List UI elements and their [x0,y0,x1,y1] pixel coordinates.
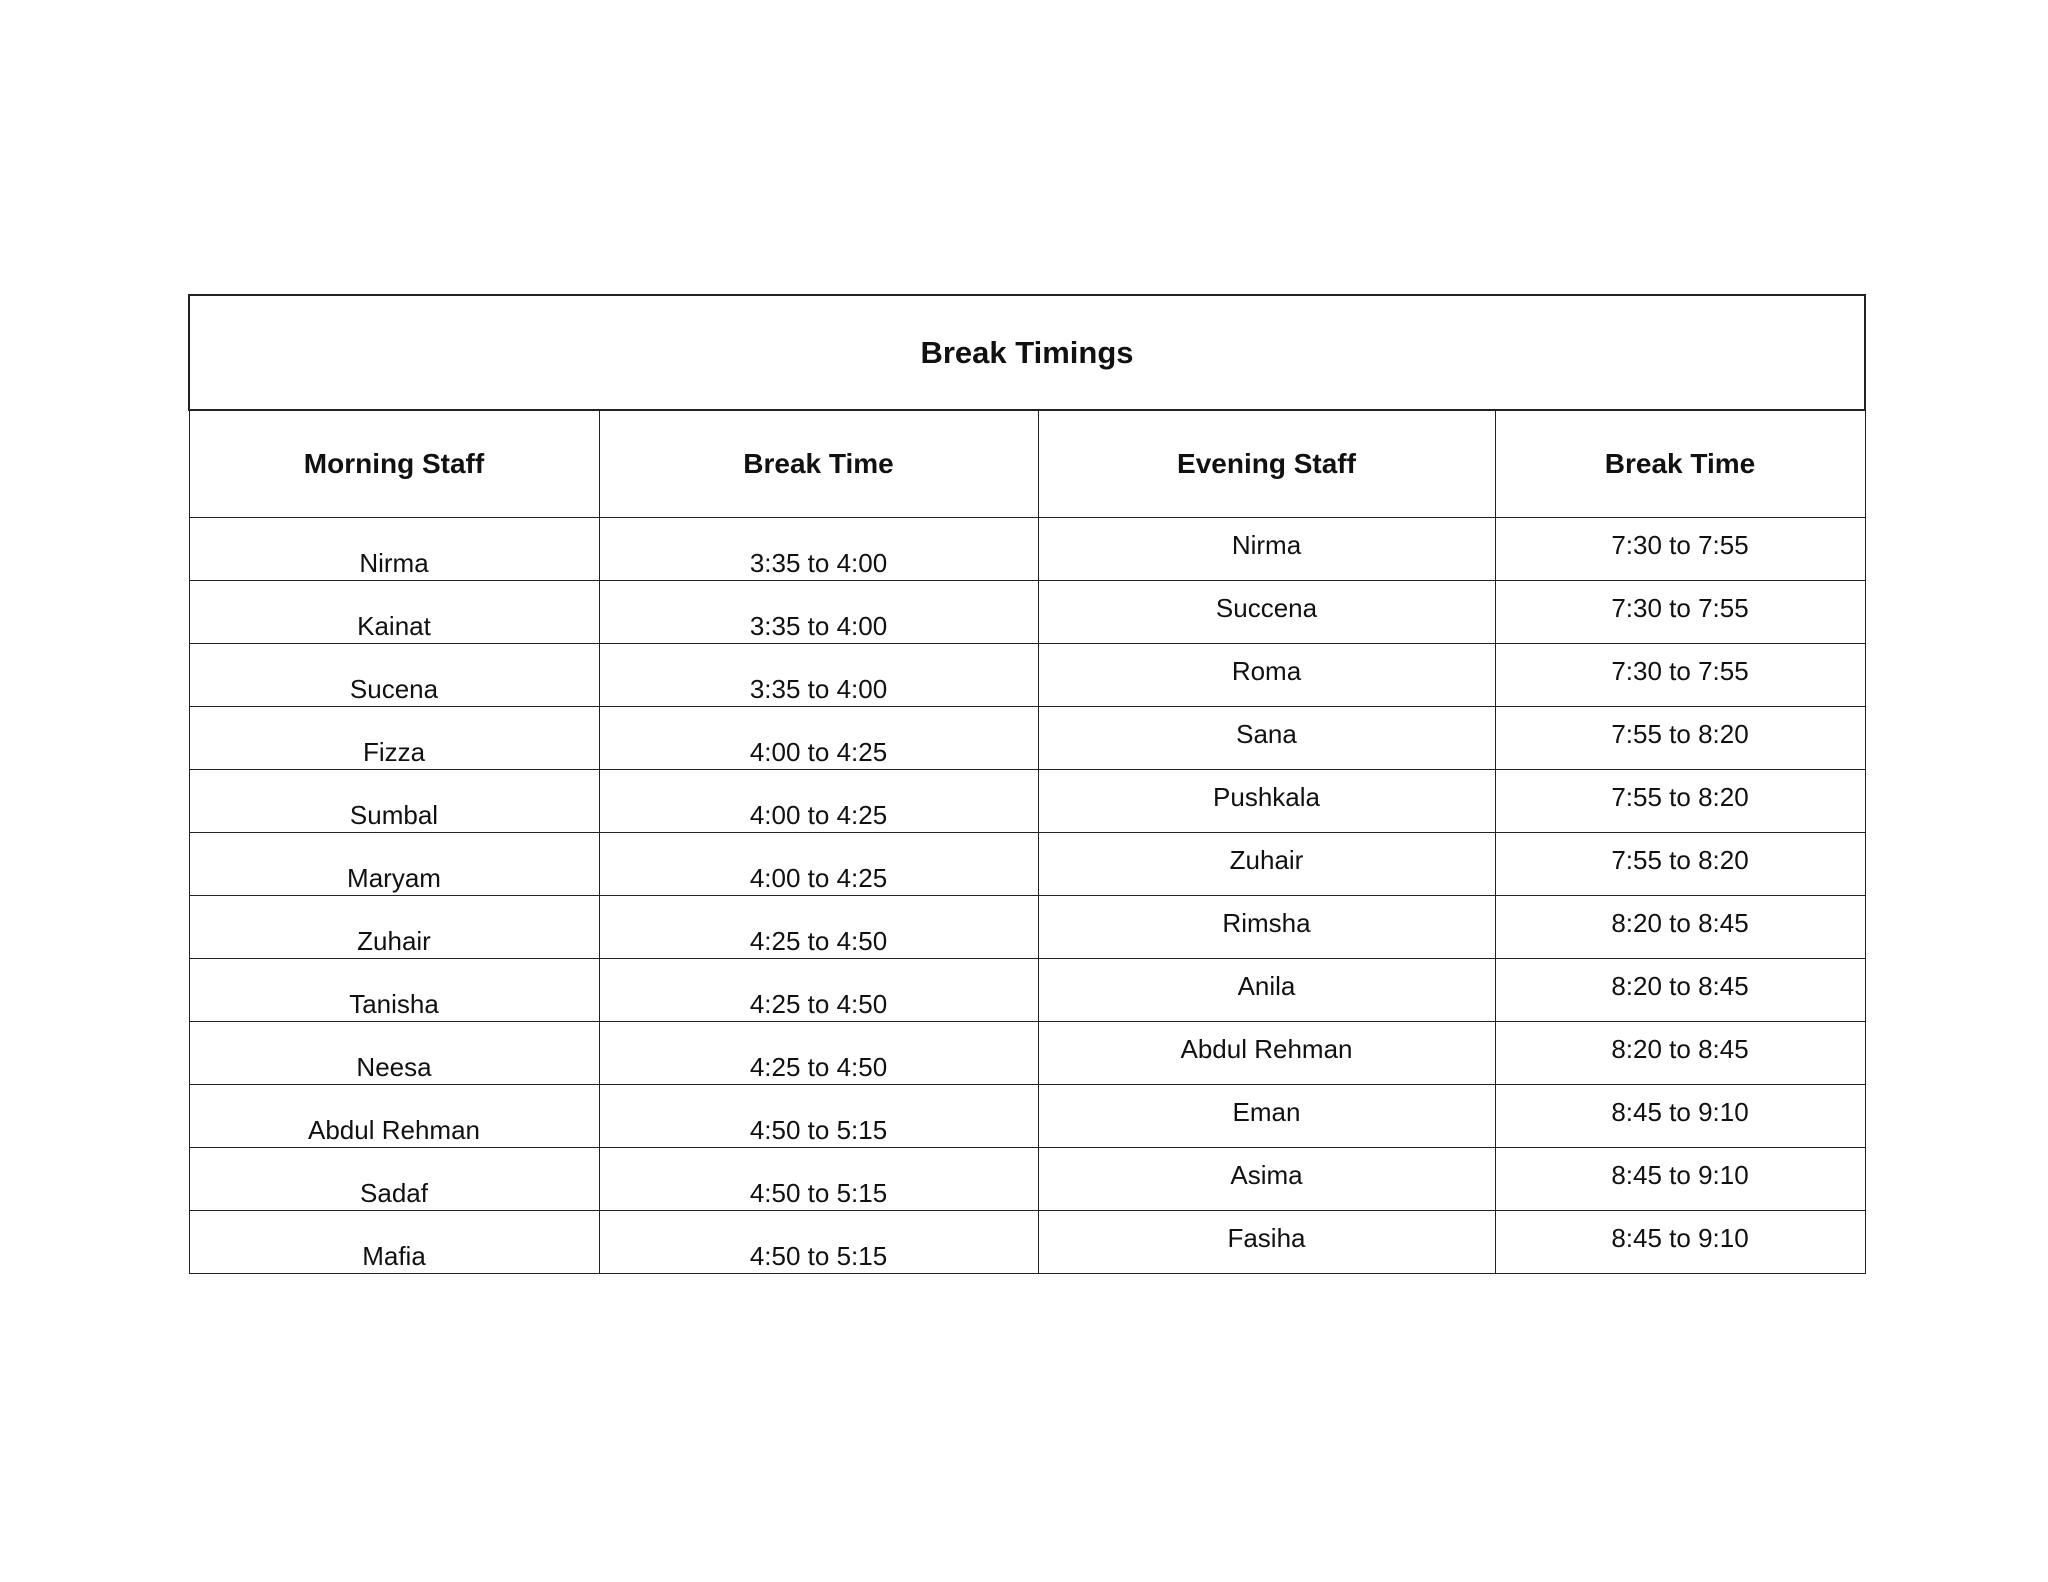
morning-break-time-cell [599,1148,1038,1211]
morning-staff-name: Fizza [362,737,426,767]
morning-staff-name: Mafia [362,1241,426,1271]
morning-break-time: 4:50 to 5:15 [749,1241,888,1271]
evening-staff-name: Sana [1236,719,1297,749]
title-row [189,295,1865,410]
morning-staff-name-cell [189,1148,599,1211]
morning-staff-name: Neesa [356,1052,432,1082]
evening-staff-name-cell [1038,833,1495,896]
evening-staff-name-cell [1038,518,1495,581]
table-row [189,1211,1865,1274]
table-row [189,644,1865,707]
evening-staff-name: Succena [1215,593,1318,623]
evening-staff-name-cell [1038,644,1495,707]
morning-break-time-cell [599,518,1038,581]
evening-break-time-cell [1495,1211,1865,1274]
evening-break-time: 8:45 to 9:10 [1611,1097,1749,1127]
evening-staff-name-cell [1038,1211,1495,1274]
morning-break-time-cell [599,1022,1038,1085]
header-evening-break-time: Break Time [1495,410,1865,518]
morning-break-time: 4:00 to 4:25 [749,737,888,767]
evening-break-time: 7:55 to 8:20 [1611,719,1749,749]
evening-staff-name: Fasiha [1227,1223,1306,1253]
morning-staff-name-cell [189,1085,599,1148]
header-morning-staff: Morning Staff [189,410,599,518]
morning-staff-name-cell [189,644,599,707]
table-body [189,518,1865,1274]
morning-break-time-cell [599,1085,1038,1148]
header-evening-staff: Evening Staff [1038,410,1495,518]
morning-break-time-cell [599,833,1038,896]
evening-break-time-cell [1495,833,1865,896]
table-row [189,1085,1865,1148]
evening-break-time: 7:55 to 8:20 [1611,845,1749,875]
morning-break-time-cell [599,644,1038,707]
evening-staff-name: Abdul Rehman [1180,1034,1353,1064]
morning-break-time: 4:50 to 5:15 [749,1115,888,1145]
table-row [189,1148,1865,1211]
morning-staff-name-cell [189,518,599,581]
evening-staff-name-cell [1038,1085,1495,1148]
evening-break-time-cell [1495,644,1865,707]
evening-staff-name-cell [1038,1148,1495,1211]
morning-break-time: 3:35 to 4:00 [749,674,888,704]
evening-staff-name-cell [1038,770,1495,833]
morning-staff-name: Tanisha [349,989,439,1019]
table-title: Break Timings [189,295,1865,410]
morning-break-time: 4:50 to 5:15 [749,1178,888,1208]
evening-break-time: 7:30 to 7:55 [1611,593,1749,623]
evening-break-time-cell [1495,581,1865,644]
evening-break-time-cell [1495,959,1865,1022]
evening-break-time: 7:55 to 8:20 [1611,782,1749,812]
evening-staff-name-cell [1038,581,1495,644]
table-row [189,770,1865,833]
evening-break-time-cell [1495,1022,1865,1085]
morning-break-time: 4:00 to 4:25 [749,863,888,893]
morning-staff-name: Kainat [357,611,431,641]
morning-break-time-cell [599,770,1038,833]
evening-staff-name-cell [1038,707,1495,770]
morning-staff-name-cell [189,581,599,644]
table-row [189,896,1865,959]
evening-break-time-cell [1495,1148,1865,1211]
morning-break-time: 4:25 to 4:50 [749,926,888,956]
evening-break-time: 8:20 to 8:45 [1611,971,1749,1001]
evening-break-time-cell [1495,707,1865,770]
evening-staff-name-cell [1038,896,1495,959]
morning-staff-name-cell [189,707,599,770]
header-morning-break-time: Break Time [599,410,1038,518]
morning-staff-name-cell [189,833,599,896]
morning-staff-name-cell [189,959,599,1022]
table-row [189,707,1865,770]
evening-break-time-cell [1495,1085,1865,1148]
morning-staff-name: Maryam [347,863,441,893]
evening-staff-name: Anila [1237,971,1296,1001]
evening-staff-name: Nirma [1231,530,1302,560]
morning-staff-name: Sadaf [360,1178,428,1208]
evening-break-time: 7:30 to 7:55 [1611,656,1749,686]
morning-staff-name: Zuhair [357,926,431,956]
evening-staff-name: Zuhair [1229,845,1304,875]
evening-break-time: 8:20 to 8:45 [1611,1034,1749,1064]
evening-staff-name-cell [1038,959,1495,1022]
evening-staff-name-cell [1038,1022,1495,1085]
morning-break-time: 4:00 to 4:25 [749,800,888,830]
morning-staff-name-cell [189,896,599,959]
morning-staff-name-cell [189,1211,599,1274]
table-row [189,581,1865,644]
table-row [189,833,1865,896]
morning-staff-name: Sumbal [349,800,439,830]
evening-staff-name: Pushkala [1213,782,1320,812]
morning-break-time-cell [599,707,1038,770]
break-timings-table [188,294,1866,1274]
morning-staff-name: Abdul Rehman [308,1115,480,1145]
evening-staff-name: Eman [1232,1097,1301,1127]
morning-break-time: 3:35 to 4:00 [749,611,888,641]
morning-break-time: 4:25 to 4:50 [749,1052,888,1082]
morning-break-time-cell [599,896,1038,959]
evening-break-time-cell [1495,770,1865,833]
break-timings-sheet [188,294,1864,1274]
evening-staff-name: Rimsha [1222,908,1311,938]
morning-staff-name: Nirma [359,548,429,578]
table-row [189,518,1865,581]
header-row [189,410,1865,518]
evening-break-time: 8:45 to 9:10 [1611,1223,1749,1253]
evening-staff-name: Roma [1231,656,1302,686]
morning-break-time: 4:25 to 4:50 [749,989,888,1019]
morning-staff-name-cell [189,1022,599,1085]
evening-break-time-cell [1495,896,1865,959]
evening-break-time: 8:45 to 9:10 [1611,1160,1749,1190]
table-row [189,959,1865,1022]
morning-staff-name-cell [189,770,599,833]
evening-break-time: 8:20 to 8:45 [1611,908,1749,938]
morning-break-time-cell [599,581,1038,644]
table-row [189,1022,1865,1085]
morning-staff-name: Sucena [349,674,439,704]
evening-staff-name: Asima [1230,1160,1303,1190]
evening-break-time-cell [1495,518,1865,581]
evening-break-time: 7:30 to 7:55 [1611,530,1749,560]
morning-break-time-cell [599,959,1038,1022]
morning-break-time-cell [599,1211,1038,1274]
morning-break-time: 3:35 to 4:00 [749,548,888,578]
